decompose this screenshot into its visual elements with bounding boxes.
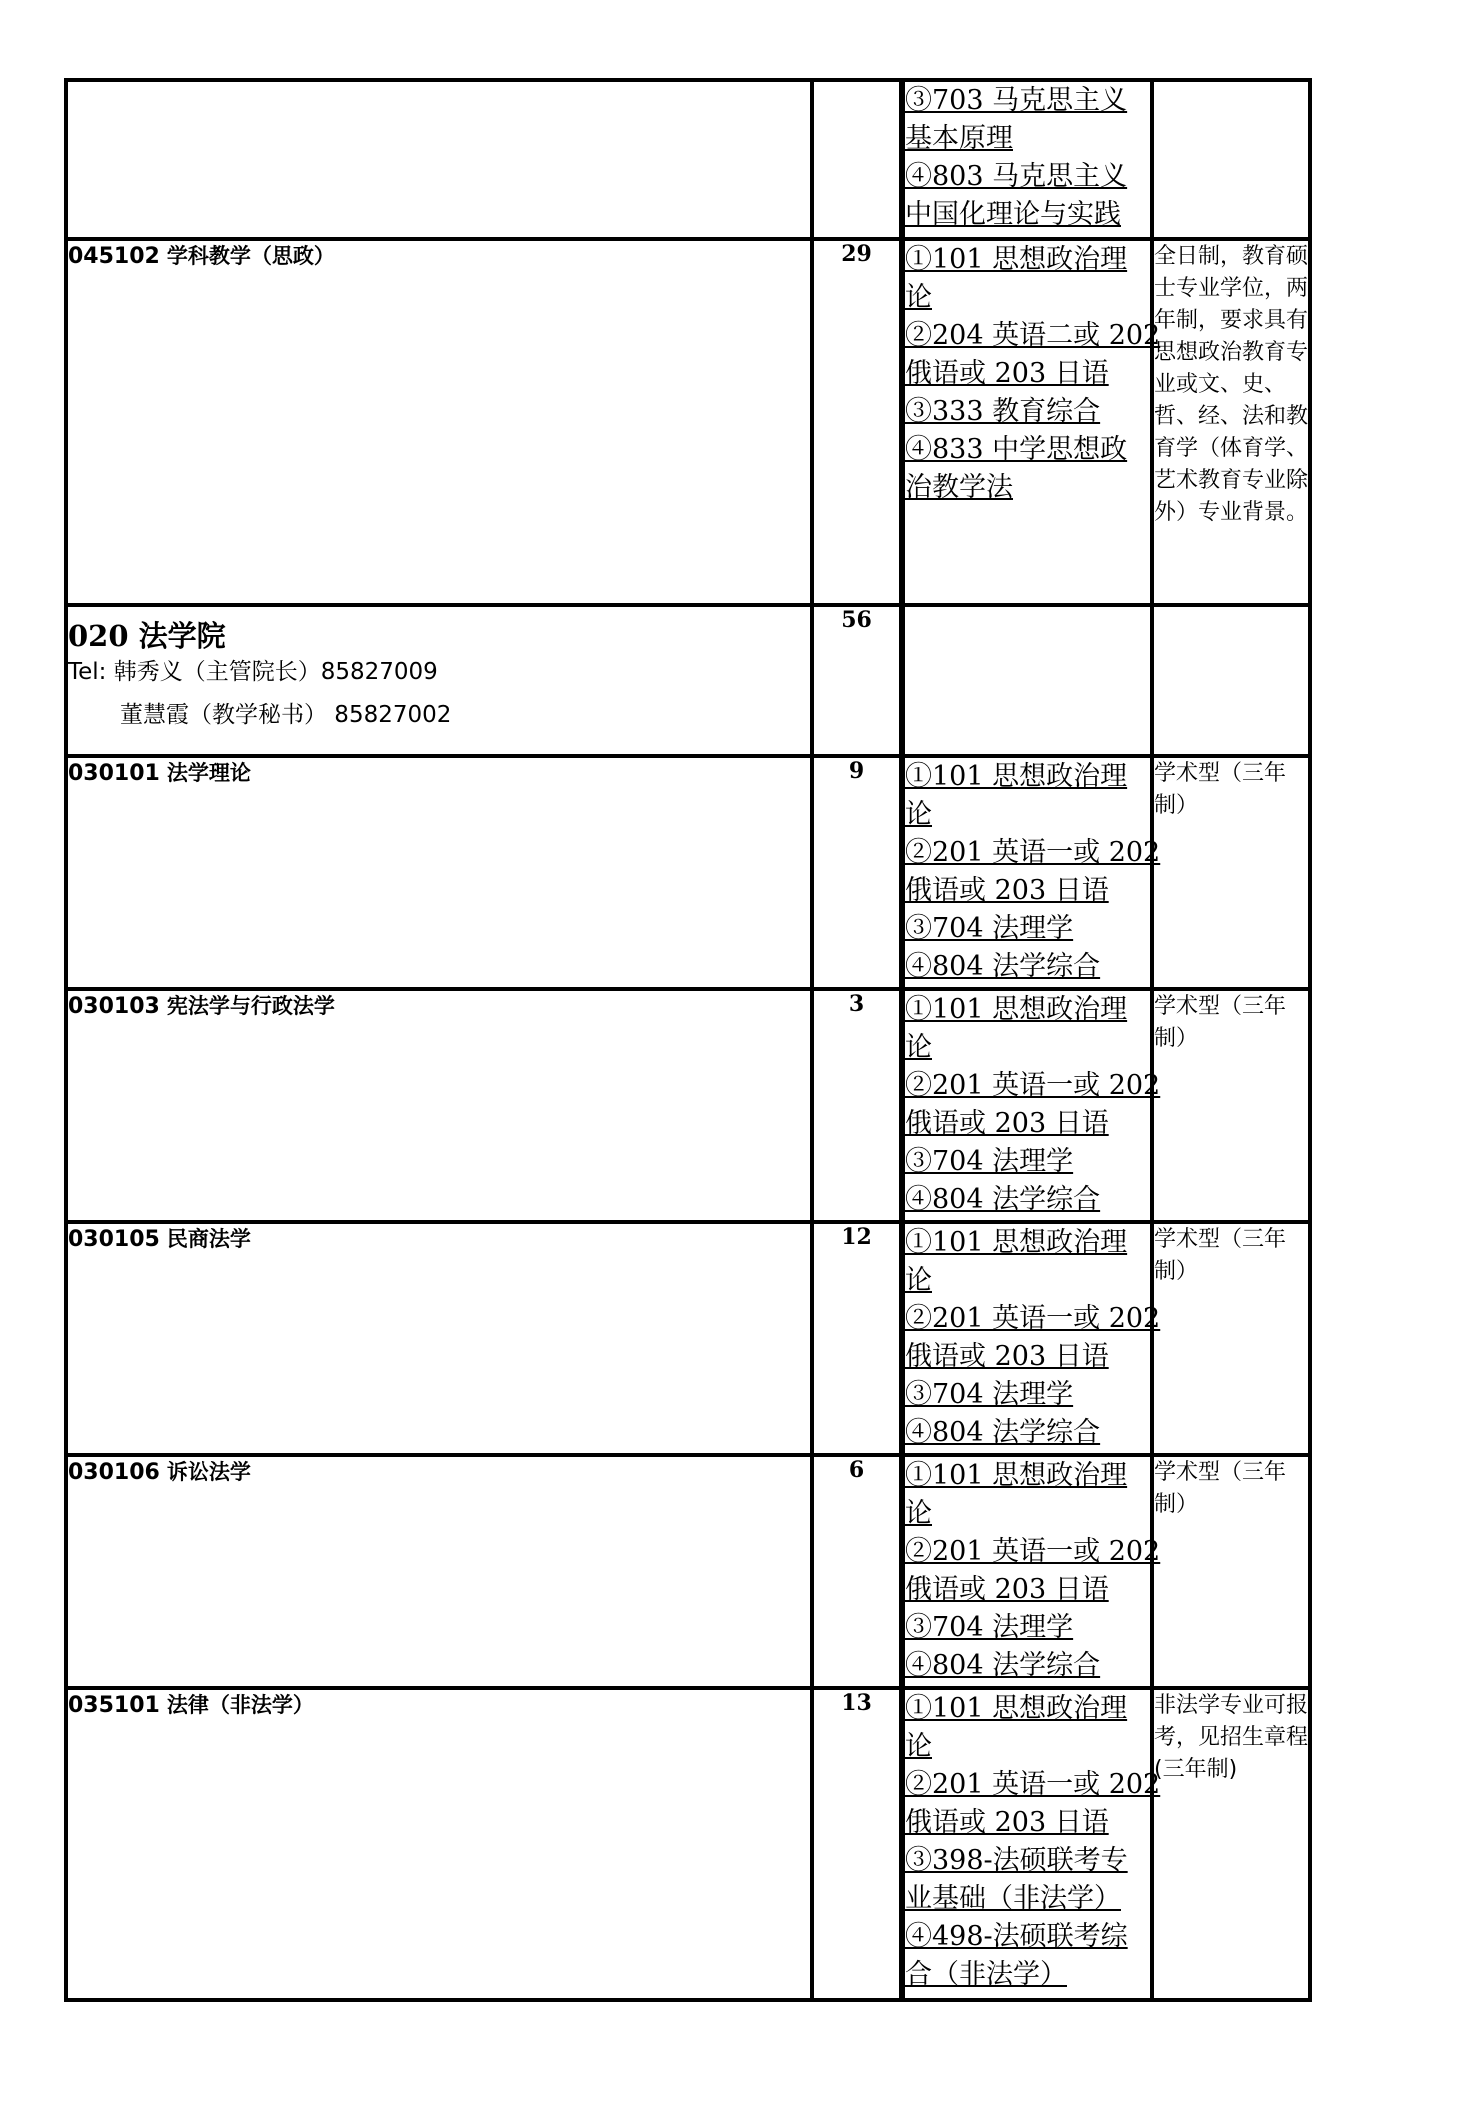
table-row: [66, 1222, 1310, 1455]
program-cell: [66, 756, 812, 989]
exam-line: ③704 法理学: [905, 913, 1074, 944]
program-code: 030105: [68, 1227, 160, 1252]
exam-line: ④833 中学思想政: [905, 434, 1128, 465]
exam-line: ③704 法理学: [905, 1146, 1074, 1177]
program-cell: [66, 1222, 812, 1455]
exam-line: 论: [905, 1265, 932, 1296]
program-name: 诉讼法学: [166, 1460, 251, 1484]
exam-line: ②201 英语一或 202: [905, 837, 1161, 868]
quota-cell: 12: [812, 1222, 902, 1455]
exam-line: ①101 思想政治理: [905, 1693, 1128, 1724]
exam-line: ②201 英语一或 202: [905, 1070, 1161, 1101]
exam-line: ②201 英语一或 202: [905, 1303, 1161, 1334]
program-cell: [66, 989, 812, 1222]
contact-line: Tel: 韩秀义（主管院长）85827009: [68, 659, 438, 685]
program-cell: [66, 1688, 812, 2000]
quota-cell: 9: [812, 756, 902, 989]
exam-line: 论: [905, 282, 932, 313]
program-code: 030106: [68, 1460, 160, 1485]
exam-line: 业基础（非法学）: [905, 1883, 1121, 1914]
exam-line: 中国化理论与实践: [905, 199, 1121, 230]
exam-line: ①101 思想政治理: [905, 244, 1128, 275]
exam-line: ③333 教育综合: [905, 396, 1101, 427]
exam-line: ③703 马克思主义: [905, 85, 1128, 116]
table-row: [66, 1688, 1310, 2000]
program-cell: [66, 80, 812, 239]
exam-line: 俄语或 203 日语: [905, 358, 1109, 389]
table-row: [66, 239, 1310, 605]
program-cell: [66, 1455, 812, 1688]
exam-line: 治教学法: [905, 472, 1013, 503]
exam-line: 论: [905, 1498, 932, 1529]
exam-subjects-cell: [902, 80, 1152, 239]
table-row: [66, 989, 1310, 1222]
program-name: 法学理论: [166, 761, 251, 785]
quota-cell: [812, 80, 902, 239]
exam-subjects-cell: [902, 239, 1161, 605]
program-code: 045102: [68, 244, 160, 269]
department-cell: [66, 605, 812, 756]
remarks-cell: 学术型（三年制）: [1152, 1455, 1310, 1688]
quota-cell: 6: [812, 1455, 902, 1688]
table-row: [66, 756, 1310, 989]
remarks-cell: 学术型（三年制）: [1152, 1222, 1310, 1455]
program-code: 030103: [68, 994, 160, 1019]
exam-line: ③704 法理学: [905, 1612, 1074, 1643]
exam-line: 俄语或 203 日语: [905, 1807, 1109, 1838]
department-title: 020 法学院: [68, 619, 226, 653]
exam-line: 俄语或 203 日语: [905, 1341, 1109, 1372]
exam-line: ①101 思想政治理: [905, 1227, 1128, 1258]
exam-line: ④498-法硕联考综: [905, 1921, 1128, 1952]
exam-line: 俄语或 203 日语: [905, 1108, 1109, 1139]
exam-line: ②204 英语二或 202: [905, 320, 1161, 351]
remarks-cell: [1152, 605, 1310, 756]
program-cell: [66, 239, 812, 605]
table-row: [66, 1455, 1310, 1688]
exam-line: 论: [905, 1731, 932, 1762]
contact-line: 董慧霞（教学秘书） 85827002: [120, 702, 452, 728]
remarks-cell: 全日制，教育硕士专业学位，两年制，要求具有思想政治教育专业或文、史、哲、经、法和教育学（体育学、艺术教育专业除外）专业背景。: [1152, 239, 1310, 605]
program-name: 学科教学（思政）: [166, 244, 335, 268]
remarks-cell: 非法学专业可报考，见招生章程(三年制): [1152, 1688, 1310, 2000]
exam-line: 论: [905, 1032, 932, 1063]
quota-cell: 3: [812, 989, 902, 1222]
program-name: 宪法学与行政法学: [166, 994, 335, 1018]
exam-line: ④804 法学综合: [905, 1184, 1101, 1215]
exam-subjects-cell: [902, 605, 1152, 756]
exam-line: ④804 法学综合: [905, 1650, 1101, 1681]
quota-cell: 56: [812, 605, 902, 756]
quota-cell: 13: [812, 1688, 902, 2000]
exam-line: 俄语或 203 日语: [905, 875, 1109, 906]
exam-line: 合（非法学）: [905, 1959, 1067, 1990]
exam-line: ②201 英语一或 202: [905, 1769, 1161, 1800]
exam-subjects-cell: [902, 1222, 1161, 1455]
program-code: 030101: [68, 761, 160, 786]
program-name: 民商法学: [166, 1227, 251, 1251]
exam-line: ①101 思想政治理: [905, 1460, 1128, 1491]
exam-line: ④804 法学综合: [905, 951, 1101, 982]
program-code: 035101: [68, 1693, 160, 1718]
exam-line: ①101 思想政治理: [905, 761, 1128, 792]
program-name: 法律（非法学）: [166, 1693, 314, 1717]
exam-line: 俄语或 203 日语: [905, 1574, 1109, 1605]
exam-line: 论: [905, 799, 932, 830]
table-row: [66, 80, 1310, 239]
exam-subjects-cell: [902, 989, 1161, 1222]
admissions-table: [64, 78, 1312, 2002]
exam-subjects-cell: [902, 1455, 1161, 1688]
quota-cell: 29: [812, 239, 902, 605]
department-row: [66, 605, 1310, 756]
remarks-cell: [1152, 80, 1310, 239]
exam-line: ③704 法理学: [905, 1379, 1074, 1410]
exam-line: 基本原理: [905, 123, 1013, 154]
exam-line: ①101 思想政治理: [905, 994, 1128, 1025]
exam-line: ④803 马克思主义: [905, 161, 1128, 192]
exam-subjects-cell: [902, 756, 1161, 989]
remarks-cell: 学术型（三年制）: [1152, 989, 1310, 1222]
exam-line: ③398-法硕联考专: [905, 1845, 1128, 1876]
exam-line: ②201 英语一或 202: [905, 1536, 1161, 1567]
exam-line: ④804 法学综合: [905, 1417, 1101, 1448]
remarks-cell: 学术型（三年制）: [1152, 756, 1310, 989]
exam-subjects-cell: [902, 1688, 1161, 2000]
